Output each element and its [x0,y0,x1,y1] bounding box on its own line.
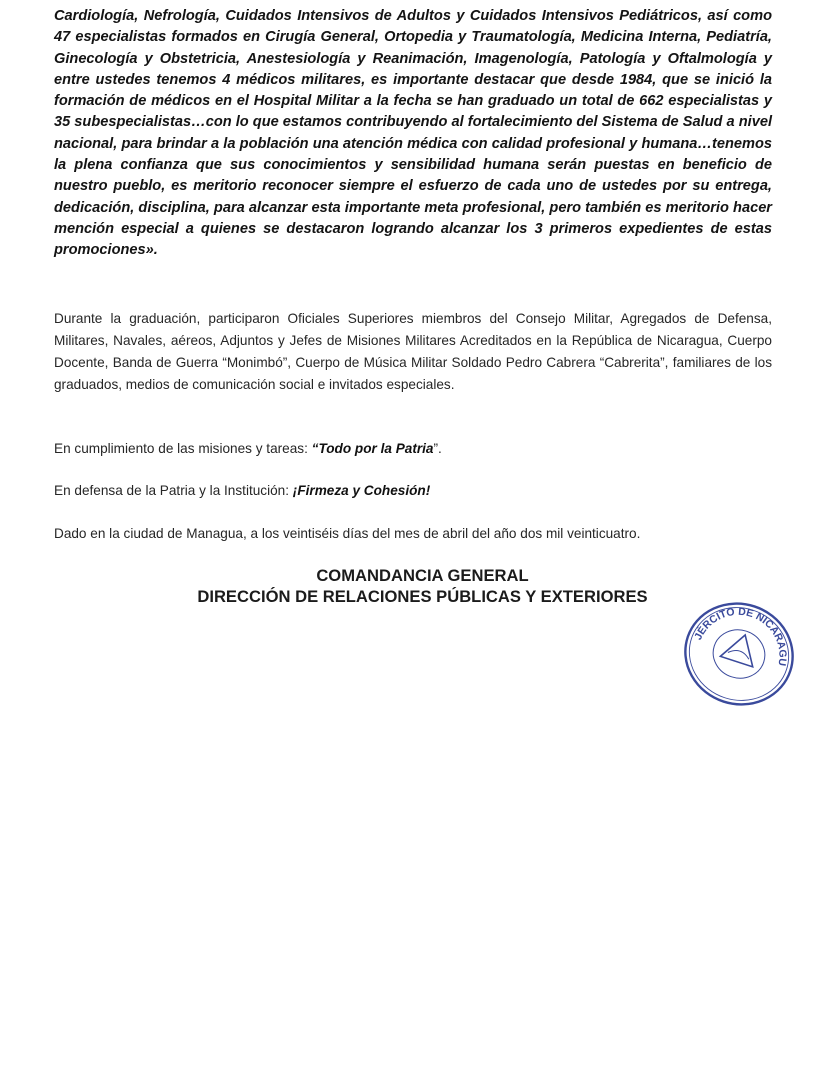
motto-paragraph-patria [54,438,772,460]
motto-emphasis: ¡Firmeza y Cohesión! [292,483,431,498]
quoted-speech-paragraph: Cardiología, Nefrología, Cuidados Intensivos de Adultos y Cuidados Intensivos Pediátricos, así como 47 especialistas formados en Cirugía General, Ortopedia y Traumatología, Medicina Interna, Pediatría, Ginecología y Obstetricia, Anestesiología y Reanimación, Imagenología, Patología y Oftalmología y entre ustedes tenemos 4 médicos militares, es importante destacar que desde 1984, que se inició la formación de médicos en el Hospital Militar a la fecha se han graduado un total de 662 especialistas y 35 subespecialistas…con lo que estamos contribuyendo al fortalecimiento del Sistema de Salud a nivel nacional, para brindar a la población una atención médica con calidad profesional y humana…tenemos la plena confianza que sus conocimientos y sensibilidad humana serán puestas en beneficio de nuestro pueblo, es meritorio reconocer siempre el esfuerzo de cada uno de ustedes por su entrega, dedicación, disciplina, para alcanzar esta importante meta profesional, pero también es meritorio hacer mención especial a quienes se destacaron logrando alcanzar los 3 primeros expedientes de estas promociones». [54,8,772,259]
dated-line: Dado en la ciudad de Managua, a los veintiséis días del mes de abril del año dos mil veinticuatro. [54,526,641,541]
motto-emphasis: “Todo por la Patria [311,441,434,456]
seal-icon [678,598,800,710]
motto-suffix: ”. [433,441,442,456]
motto-prefix: En defensa de la Patria y la Institución: [54,483,293,498]
signature-line-command: COMANDANCIA GENERAL [316,566,529,585]
seal-top-text: EJÉRCITO DE NICARAGUA [692,605,789,667]
motto-prefix: En cumplimiento de las misiones y tareas: [54,441,312,456]
signature-block [150,565,695,607]
official-seal-stamp [678,598,800,710]
signature-line-directorate: DIRECCIÓN DE RELACIONES PÚBLICAS Y EXTERIORES [197,587,648,606]
attendees-paragraph: Durante la graduación, participaron Oficiales Superiores miembros del Consejo Militar, Agregados de Defensa, Militares, Navales, aéreos, Adjuntos y Jefes de Misiones Militares Acreditados en la República de Nicaragua, Cuerpo Docente, Banda de Guerra “Monimbó”, Cuerpo de Música Militar Soldado Pedro Cabrera “Cabrerita”, familiares de los graduados, medios de comunicación social e invitados especiales. [54,311,772,392]
motto-paragraph-firmeza [54,480,772,502]
